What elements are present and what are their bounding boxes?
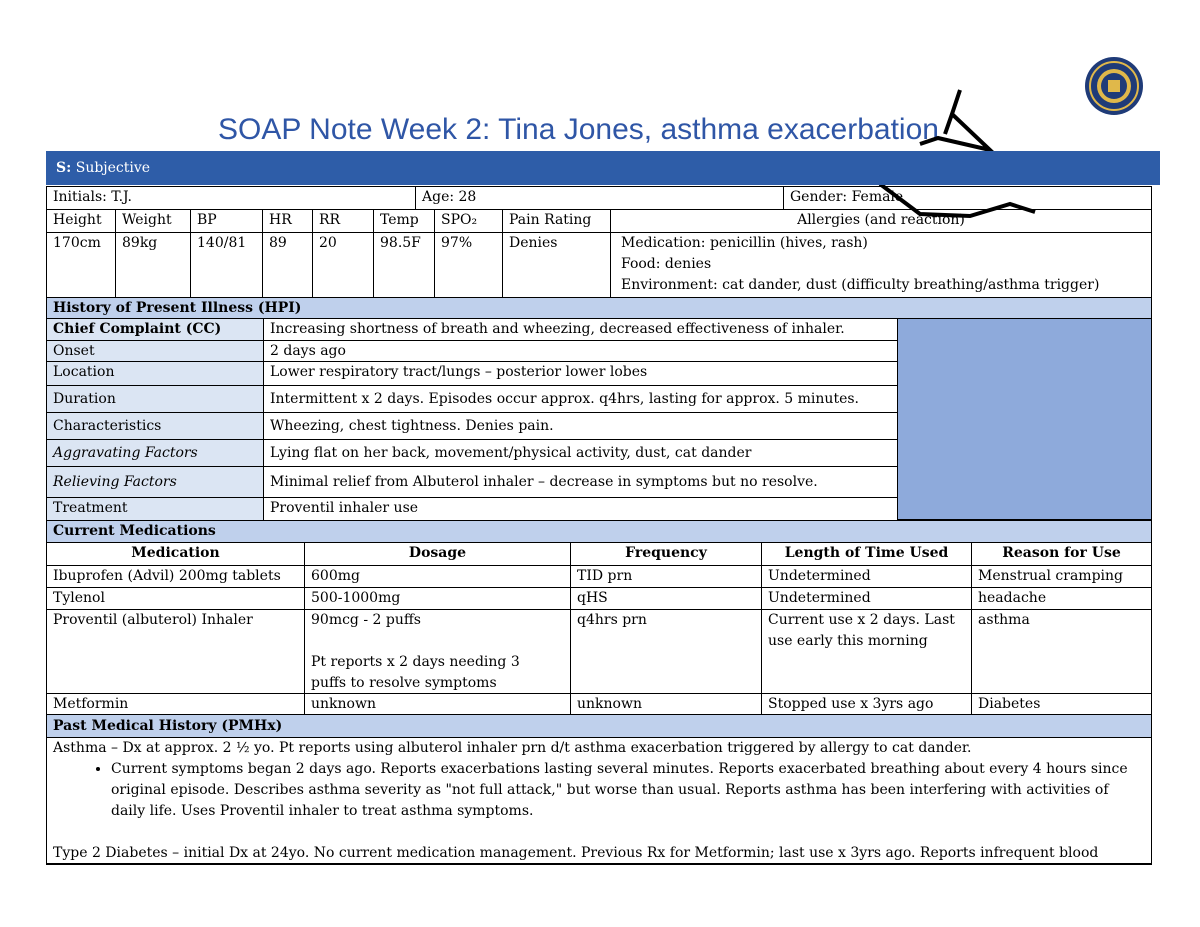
hpi-label-duration: Duration bbox=[46, 385, 264, 413]
med-row-3-dosage-note: Pt reports x 2 days needing 3 puffs to resolve symptoms bbox=[311, 654, 520, 691]
vitals-spo2: 97% bbox=[434, 232, 503, 298]
hpi-label-treatment: Treatment bbox=[46, 497, 264, 521]
hpi-value-treatment: Proventil inhaler use bbox=[263, 497, 898, 521]
med-row-4-frequency: unknown bbox=[570, 693, 762, 715]
hpi-value-aggravating: Lying flat on her back, movement/physical activity, dust, cat dander bbox=[263, 439, 898, 467]
allergy-food: Food: denies bbox=[621, 256, 712, 272]
vitals-header-spo2: SPO₂ bbox=[434, 209, 503, 233]
med-row-4-dosage: unknown bbox=[304, 693, 571, 715]
med-row-2-reason: headache bbox=[971, 587, 1152, 610]
allergy-medication: Medication: penicillin (hives, rash) bbox=[621, 235, 868, 251]
age-cell: Age: 28 bbox=[415, 186, 784, 210]
university-seal-logo bbox=[1084, 56, 1144, 116]
vitals-rr: 20 bbox=[312, 232, 374, 298]
hpi-header: History of Present Illness (HPI) bbox=[46, 297, 1152, 319]
med-row-3-name: Proventil (albuterol) Inhaler bbox=[46, 609, 305, 694]
hpi-label-cc: Chief Complaint (CC) bbox=[46, 318, 264, 341]
vitals-header-rr: RR bbox=[312, 209, 374, 233]
med-row-4-reason: Diabetes bbox=[971, 693, 1152, 715]
med-row-1-frequency: TID prn bbox=[570, 565, 762, 588]
meds-col-length: Length of Time Used bbox=[761, 542, 972, 566]
med-row-3-dosage-cell bbox=[304, 609, 571, 694]
subjective-banner: S: Subjective bbox=[46, 151, 1160, 185]
hpi-value-duration: Intermittent x 2 days. Episodes occur approx. q4hrs, lasting for approx. 5 minutes. bbox=[263, 385, 898, 413]
med-row-2-dosage: 500-1000mg bbox=[304, 587, 571, 610]
initials-cell: Initials: T.J. bbox=[46, 186, 416, 210]
meds-col-frequency: Frequency bbox=[570, 542, 762, 566]
pmh-asthma-bullet: • Current symptoms began 2 days ago. Reports exacerbations lasting several minutes. Reports exacerbated breathing about every 4 hours since original episode. Describes asthma severity as "not full attack," but worse than usual. Reports asthma has been interfering with activities of daily life. Uses Proventil inhaler to treat asthma symptoms. bbox=[111, 759, 1143, 822]
meds-col-dosage: Dosage bbox=[304, 542, 571, 566]
hpi-side-panel bbox=[897, 318, 1152, 520]
hpi-label-aggravating: Aggravating Factors bbox=[46, 439, 264, 467]
med-row-3-length: Current use x 2 days. Last use early this morning bbox=[761, 609, 972, 694]
pmh-asthma-details bbox=[53, 759, 1143, 822]
meds-col-reason: Reason for Use bbox=[971, 542, 1152, 566]
vitals-header-height: Height bbox=[46, 209, 116, 233]
med-row-1-length: Undetermined bbox=[761, 565, 972, 588]
vitals-header-hr: HR bbox=[262, 209, 313, 233]
hpi-label-relieving: Relieving Factors bbox=[46, 466, 264, 498]
med-row-1-dosage: 600mg bbox=[304, 565, 571, 588]
meds-header: Current Medications bbox=[46, 520, 1152, 543]
hpi-label-location: Location bbox=[46, 361, 264, 386]
pmh-header: Past Medical History (PMHx) bbox=[46, 714, 1152, 738]
hpi-label-onset: Onset bbox=[46, 340, 264, 362]
med-row-3-dosage: 90mcg - 2 puffs bbox=[311, 612, 421, 628]
med-row-2-frequency: qHS bbox=[570, 587, 762, 610]
vitals-hr: 89 bbox=[262, 232, 313, 298]
med-row-3-frequency: q4hrs prn bbox=[570, 609, 762, 694]
vitals-header-bp: BP bbox=[190, 209, 263, 233]
med-row-1-name: Ibuprofen (Advil) 200mg tablets bbox=[46, 565, 305, 588]
vitals-header-allergies: Allergies (and reaction) bbox=[610, 209, 1152, 233]
vitals-header-temp: Temp bbox=[373, 209, 435, 233]
vitals-temp: 98.5F bbox=[373, 232, 435, 298]
med-row-4-name: Metformin bbox=[46, 693, 305, 715]
vitals-bp: 140/81 bbox=[190, 232, 263, 298]
allergy-environment: Environment: cat dander, dust (difficulty breathing/asthma trigger) bbox=[621, 277, 1100, 293]
pmh-body bbox=[46, 737, 1152, 865]
allergies-cell bbox=[610, 232, 1152, 298]
med-row-3-reason: asthma bbox=[971, 609, 1152, 694]
hpi-value-cc: Increasing shortness of breath and wheezing, decreased effectiveness of inhaler. bbox=[263, 318, 898, 341]
pmh-diabetes: Type 2 Diabetes – initial Dx at 24yo. No current medication management. Previous Rx for Metformin; last use x 3yrs ago. Reports infrequent blood bbox=[53, 845, 1099, 861]
med-row-2-length: Undetermined bbox=[761, 587, 972, 610]
med-row-4-length: Stopped use x 3yrs ago bbox=[761, 693, 972, 715]
page-title: SOAP Note Week 2: Tina Jones, asthma exacerbation bbox=[218, 113, 939, 146]
pmh-asthma: Asthma – Dx at approx. 2 ½ yo. Pt reports using albuterol inhaler prn d/t asthma exacerbation triggered by allergy to cat dander. bbox=[53, 740, 972, 756]
hpi-value-relieving: Minimal relief from Albuterol inhaler – decrease in symptoms but no resolve. bbox=[263, 466, 898, 498]
hpi-label-characteristics: Characteristics bbox=[46, 412, 264, 440]
meds-col-medication: Medication bbox=[46, 542, 305, 566]
vitals-header-weight: Weight bbox=[115, 209, 191, 233]
hpi-value-characteristics: Wheezing, chest tightness. Denies pain. bbox=[263, 412, 898, 440]
vitals-pain: Denies bbox=[502, 232, 611, 298]
med-row-2-name: Tylenol bbox=[46, 587, 305, 610]
gender-cell: Gender: Female bbox=[783, 186, 1152, 210]
hpi-value-onset: 2 days ago bbox=[263, 340, 898, 362]
vitals-header-pain: Pain Rating bbox=[502, 209, 611, 233]
vitals-height: 170cm bbox=[46, 232, 116, 298]
vitals-weight: 89kg bbox=[115, 232, 191, 298]
hpi-value-location: Lower respiratory tract/lungs – posterior lower lobes bbox=[263, 361, 898, 386]
med-row-1-reason: Menstrual cramping bbox=[971, 565, 1152, 588]
